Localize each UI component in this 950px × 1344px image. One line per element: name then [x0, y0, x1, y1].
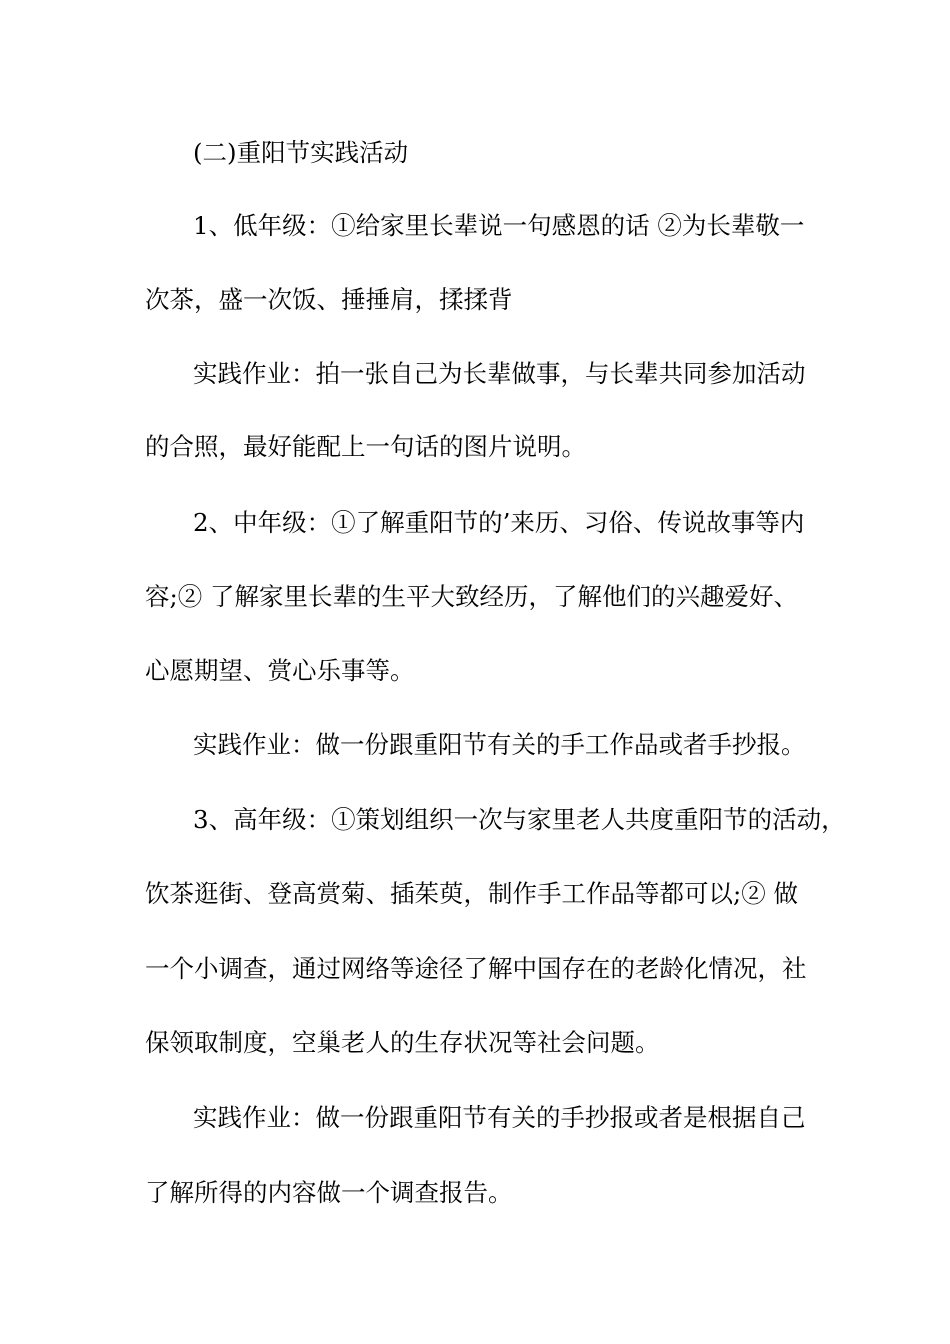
paragraph-line: 实践作业：做一份跟重阳节有关的手工作品或者手抄报。: [193, 730, 806, 759]
paragraph-line: 饮茶逛街、登高赏菊、插茱萸，制作手工作品等都可以;② 做: [145, 879, 799, 908]
paragraph-line: 次茶，盛一次饭、捶捶肩，揉揉背: [145, 285, 513, 314]
paragraph-line: 容;② 了解家里长辈的生平大致经历，了解他们的兴趣爱好、: [145, 582, 799, 611]
paragraph-line: 了解所得的内容做一个调查报告。: [145, 1178, 513, 1207]
paragraph-line: 的合照，最好能配上一句话的图片说明。: [145, 432, 586, 461]
paragraph-line: 3、高年级：①策划组织一次与家里老人共度重阳节的活动，: [193, 805, 846, 834]
paragraph-line: 保领取制度，空巢老人的生存状况等社会问题。: [145, 1028, 660, 1057]
paragraph-line: 一个小调查，通过网络等途径了解中国存在的老龄化情况，社: [145, 954, 807, 983]
paragraph-line: 1、低年级：①给家里长辈说一句感恩的话 ②为长辈敬一: [193, 211, 805, 240]
paragraph-line: 实践作业：做一份跟重阳节有关的手抄报或者是根据自己: [193, 1103, 806, 1132]
section-heading: (二)重阳节实践活动: [193, 138, 409, 167]
paragraph-line: 实践作业：拍一张自己为长辈做事，与长辈共同参加活动: [193, 359, 806, 388]
paragraph-line: 2、中年级：①了解重阳节的’来历、习俗、传说故事等内: [193, 508, 805, 537]
paragraph-line: 心愿期望、赏心乐事等。: [145, 656, 415, 685]
